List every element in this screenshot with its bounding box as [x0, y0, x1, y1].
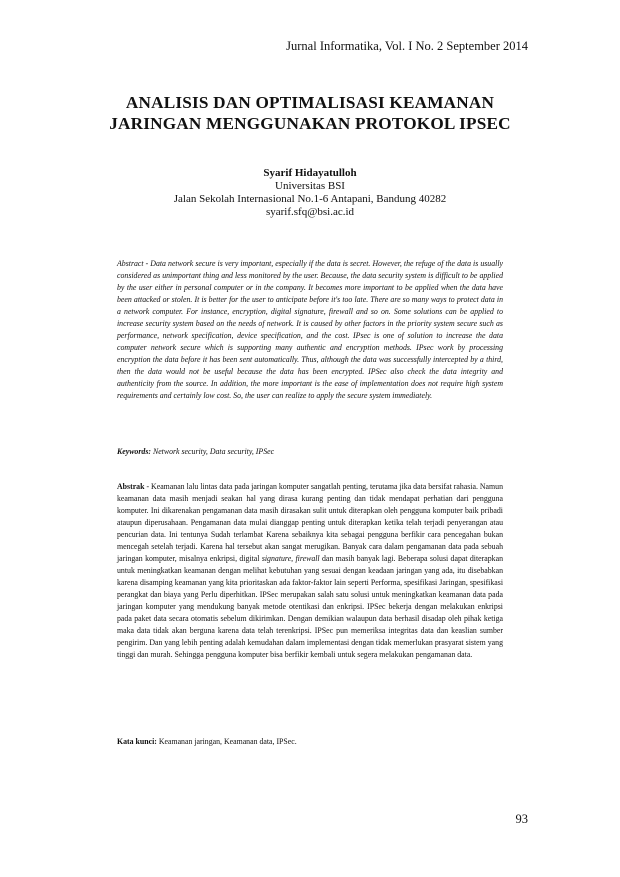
- author-affiliation: Universitas BSI: [275, 180, 345, 192]
- author-block: [100, 167, 520, 219]
- abstrak-id: [117, 481, 503, 661]
- author-email: syarif.sfq@bsi.ac.id: [265, 206, 355, 218]
- keywords-text: Network security, Data security, IPSec: [151, 447, 275, 456]
- abstract-en: [117, 258, 503, 402]
- author-address: Jalan Sekolah Internasional No.1-6 Antapani, Bandung 40282: [173, 193, 447, 205]
- kata-kunci-id: [117, 736, 503, 748]
- page-number: 93: [515, 812, 528, 826]
- abstract-label: Abstract: [117, 259, 144, 268]
- keywords-label: Keywords:: [117, 447, 151, 456]
- abstrak-italic-firewall: firewall: [295, 554, 320, 563]
- kata-kunci-text: Keamanan jaringan, Keamanan data, IPSec.: [156, 737, 297, 746]
- keywords-en: [117, 446, 503, 458]
- abstract-text: - Data network secure is very important, especially if the data is secret. However, the refuge of the data is usually considered as unimportant thing and less monitored by the user. Because, the data security system is difficult to be applied by the user either in personal computer or in the company. It becomes more important to be applied when the data have been attacked or stolen. It is better for the user to anticipate before it's too late. There are so many ways to protect data in a network computer. For instance, encryption, digital signature, firewall and so on. Some solutions can be applied to increase security system based on the needs of network. It is caused by other factors in the priority system secure such as performance, network specification, device specification, and the cost. IPsec is one of solution to increase the data computer network secure which is supporting many authentic and encryption methods. IPsec work by processing encryption the data before it has been sent automatically. Thus, although the data was successfully intercepted by a third, then the data would not be useful because the data has been encrypted. IPSec also check the data integrity and authenticity from the source. In addition, the more important is the ease of implementation does not require high system requirements and certainly low cost. So, the user can realize to apply the secure system immediately.: [117, 259, 503, 400]
- journal-header: Jurnal Informatika, Vol. I No. 2 September 2014: [286, 39, 528, 53]
- paper-title: ANALISIS DAN OPTIMALISASI KEAMANAN JARINGAN MENGGUNAKAN PROTOKOL IPSEC: [109, 93, 511, 133]
- abstrak-comma: ,: [291, 554, 296, 563]
- abstrak-italic-signature: signature: [261, 554, 292, 563]
- author-name: Syarif Hidayatulloh: [263, 167, 357, 179]
- kata-kunci-label: Kata kunci:: [117, 737, 157, 746]
- abstrak-text-1: - Keamanan lalu lintas data pada jaringan komputer sangatlah penting, terutama jika data bersifat rahasia. Namun keamanan data masih menjadi seakan hal yang dirasa kurang penting dan tidak mendapat perhatian dari pengguna komputer. Ini dikarenakan pengamanan data masih dirasakan sulit untuk diterapkan oleh pengguna komputer baik pribadi ataupun diperusahaan. Pengamanan data mulai dianggap penting untuk diterapkan ketika telah terjadi penyerangan atau pencurian data. Ini tentunya Sudah terlambat Karena sebaiknya kita sebagai pengguna berfikir cara pencegahan bukan mencegah setelah terjadi. Karena hal tersebut akan sangat merugikan. Banyak cara dalam pengamanan data pada sebuah jaringan komputer, misalnya enkripsi, digital: [117, 482, 503, 563]
- abstrak-label: Abstrak: [117, 482, 145, 491]
- abstrak-text-2: dan masih banyak lagi. Beberapa solusi dapat diterapkan untuk meningkatkan keamanan dengan melihat kebutuhan yang sesuai dengan keadaan jaringan yang ada, itu disebabkan karena disamping keamanan yang kita prioritaskan ada faktor-faktor lain seperti Performa, spesifikasi Jaringan, spesifikasi perangkat dan biaya yang Perlu diperhitkan. IPSec merupakan salah satu solusi untuk meningkatkan keamanan data pada jaringan komputer yang mendukung banyak metode otentikasi dan enkripsi. IPSec bekerja dengan melakukan enkripsi pada paket data secara otomatis sebelum dikirimkan. Dengan demikian walaupun data berhasil disadap oleh pihak ketiga maka data tidak akan berguna karena data telah terenkripsi. IPSec pun memeriksa integritas data dan keaslian sumber pengirim. Dan yang lebih penting adalah kemudahan dalam implementasi dengan tidak memerlukan prasyarat sistem yang tinggi dan murah. Sehingga pengguna komputer bisa berfikir kembali untuk segera melakukan pengamanan data.: [117, 554, 503, 659]
